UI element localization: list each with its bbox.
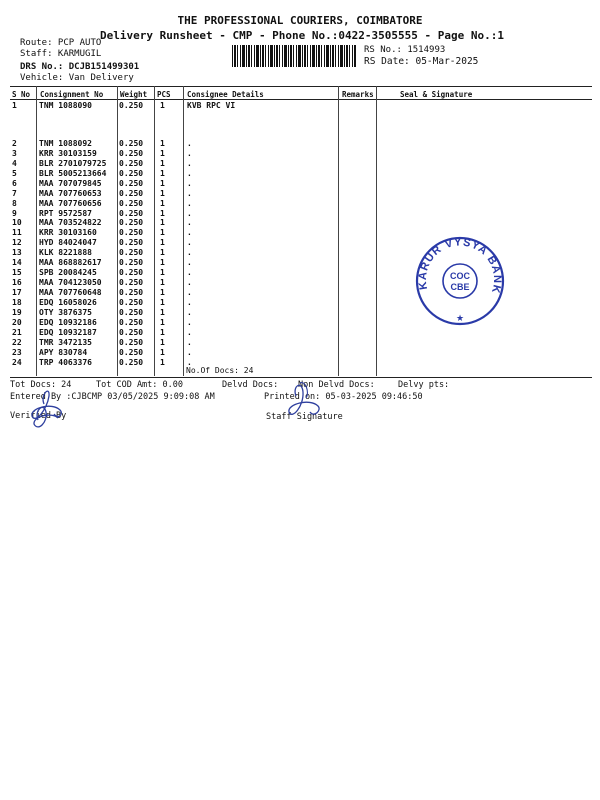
cell-consignment-no: BLR 5005213664	[39, 168, 107, 178]
cell-pcs: 1	[160, 287, 165, 297]
cell-sno: 18	[12, 297, 22, 307]
col-header-pcs: PCS	[157, 90, 171, 99]
cell-consignee: .	[187, 238, 192, 248]
cell-sno: 16	[12, 278, 22, 287]
cell-consignee: .	[187, 228, 192, 238]
no-of-docs: No.Of Docs: 24	[186, 366, 254, 375]
cell-sno: 6	[12, 178, 17, 188]
cell-consignment-no: TMR 3472135	[39, 337, 92, 347]
cell-weight: 0.250	[119, 238, 144, 248]
cell-weight: 0.250	[119, 139, 144, 148]
barcode	[232, 45, 356, 67]
col-divider	[154, 86, 155, 376]
cell-consignment-no: KRR 30103159	[39, 148, 97, 158]
cell-sno: 24	[12, 357, 22, 367]
non-delivered-docs: Non Delvd Docs:	[298, 380, 375, 390]
cell-weight: 0.250	[119, 268, 144, 278]
staff-label: Staff: KARMUGIL	[20, 49, 102, 59]
cell-weight: 0.250	[119, 347, 144, 357]
cell-pcs: 1	[160, 307, 165, 317]
cell-weight: 0.250	[119, 148, 144, 158]
cell-sno: 8	[12, 198, 17, 208]
cell-weight: 0.250	[119, 158, 144, 168]
cell-consignment-no: HYD 84024047	[39, 238, 97, 248]
cell-consignee: .	[187, 178, 192, 188]
cell-consignment-no: TNM 1088090	[39, 101, 92, 110]
cell-weight: 0.250	[119, 101, 144, 110]
cell-consignee: .	[187, 327, 192, 337]
cell-weight: 0.250	[119, 327, 144, 337]
cell-sno: 2	[12, 139, 17, 148]
cell-sno: 20	[12, 317, 22, 327]
rs-date: RS Date: 05-Mar-2025	[364, 56, 479, 67]
cell-consignee: .	[187, 218, 192, 228]
cell-pcs: 1	[160, 188, 165, 198]
cell-sno: 4	[12, 158, 17, 168]
cell-sno: 23	[12, 347, 22, 357]
cell-consignee: .	[187, 357, 192, 367]
bank-seal-stamp	[414, 235, 506, 327]
cell-consignment-no: TRP 4063376	[39, 357, 92, 367]
cell-consignment-no: MAA 707079845	[39, 178, 102, 188]
stamp-inner-line2: CBE	[450, 282, 470, 292]
cell-consignment-no: TNM 1088092	[39, 139, 92, 148]
cell-consignee: .	[187, 248, 192, 258]
cell-sno: 15	[12, 268, 22, 278]
cell-weight: 0.250	[119, 218, 144, 228]
cell-consignee: .	[187, 208, 192, 218]
cell-consignee: .	[187, 307, 192, 317]
cell-pcs: 1	[160, 337, 165, 347]
col-divider	[338, 86, 339, 376]
cell-sno: 7	[12, 188, 17, 198]
stamp-inner-line1: COC	[450, 271, 470, 281]
cell-pcs: 1	[160, 248, 165, 258]
total-cod-amount: Tot COD Amt: 0.00	[96, 380, 183, 390]
col-divider	[183, 86, 184, 376]
cell-consignee: .	[187, 287, 192, 297]
col-divider	[376, 86, 377, 376]
cell-consignee: .	[187, 347, 192, 357]
cell-consignment-no: MAA 704123050	[39, 278, 102, 287]
stamp-inner-ring	[443, 264, 477, 298]
col-header-remarks: Remarks	[342, 90, 374, 99]
col-header-consignee: Consignee Details	[187, 90, 264, 99]
col-divider	[117, 86, 118, 376]
cell-consignment-no: SPB 20084245	[39, 268, 97, 278]
cell-consignee: .	[187, 258, 192, 268]
stamp-star-icon: ★	[455, 313, 465, 323]
cell-consignment-no: KLK 8221888	[39, 248, 92, 258]
cell-weight: 0.250	[119, 188, 144, 198]
col-header-seal: Seal & Signature	[400, 90, 473, 99]
delivered-docs: Delvd Docs:	[222, 380, 279, 390]
cell-consignment-no: OTY 3876375	[39, 307, 92, 317]
cell-weight: 0.250	[119, 228, 144, 238]
cell-pcs: 1	[160, 158, 165, 168]
table-header-rule	[10, 99, 592, 100]
cell-consignment-no: EDQ 10932187	[39, 327, 97, 337]
cell-pcs: 1	[160, 317, 165, 327]
cell-consignment-no: BLR 2701079725	[39, 158, 107, 168]
cell-weight: 0.250	[119, 337, 144, 347]
cell-pcs: 1	[160, 258, 165, 268]
stamp-outer-text: KARUR VYSYA BANK	[416, 236, 504, 296]
cell-sno: 12	[12, 238, 22, 248]
cell-consignee: .	[187, 278, 192, 287]
cell-consignment-no: RPT 9572587	[39, 208, 92, 218]
cell-consignment-no: MAA 707760656	[39, 198, 102, 208]
cell-weight: 0.250	[119, 297, 144, 307]
cell-pcs: 1	[160, 238, 165, 248]
company-title: THE PROFESSIONAL COURIERS, COIMBATORE	[177, 14, 423, 27]
table-top-rule	[10, 86, 592, 87]
cell-weight: 0.250	[119, 317, 144, 327]
route-label: Route: PCP AUTO	[20, 38, 102, 48]
cell-consignee: .	[187, 268, 192, 278]
cell-weight: 0.250	[119, 357, 144, 367]
cell-consignment-no: EDQ 16058026	[39, 297, 97, 307]
cell-weight: 0.250	[119, 248, 144, 258]
cell-consignee: .	[187, 188, 192, 198]
cell-sno: 10	[12, 218, 22, 228]
cell-pcs: 1	[160, 208, 165, 218]
col-header-sno: S No	[12, 90, 31, 99]
cell-pcs: 1	[160, 178, 165, 188]
drs-number: DRS No.: DCJB151499301	[20, 62, 140, 72]
total-docs: Tot Docs: 24	[10, 380, 72, 390]
cell-pcs: 1	[160, 268, 165, 278]
cell-weight: 0.250	[119, 307, 144, 317]
cell-consignment-no: MAA 707760648	[39, 287, 102, 297]
col-divider	[36, 86, 37, 376]
cell-pcs: 1	[160, 297, 165, 307]
cell-sno: 14	[12, 258, 22, 268]
cell-weight: 0.250	[119, 178, 144, 188]
cell-sno: 11	[12, 228, 22, 238]
cell-sno: 17	[12, 287, 22, 297]
rs-number: RS No.: 1514993	[364, 45, 446, 55]
cell-pcs: 1	[160, 357, 165, 367]
cell-weight: 0.250	[119, 208, 144, 218]
vehicle-label: Vehicle: Van Delivery	[20, 73, 134, 83]
cell-consignee: .	[187, 317, 192, 327]
cell-consignment-no: MAA 868882617	[39, 258, 102, 268]
cell-consignment-no: MAA 703524822	[39, 218, 102, 228]
cell-consignment-no: MAA 707760653	[39, 188, 102, 198]
cell-sno: 19	[12, 307, 22, 317]
runsheet-subtitle: Delivery Runsheet - CMP - Phone No.:0422-3505555 - Page No.:1	[100, 29, 504, 42]
cell-consignee: .	[187, 158, 192, 168]
cell-pcs: 1	[160, 327, 165, 337]
cell-weight: 0.250	[119, 258, 144, 268]
cell-sno: 21	[12, 327, 22, 337]
cell-pcs: 1	[160, 218, 165, 228]
cell-pcs: 1	[160, 228, 165, 238]
cell-weight: 0.250	[119, 278, 144, 287]
cell-sno: 22	[12, 337, 22, 347]
cell-weight: 0.250	[119, 168, 144, 178]
cell-consignee: .	[187, 198, 192, 208]
cell-weight: 0.250	[119, 198, 144, 208]
cell-consignee: .	[187, 297, 192, 307]
entered-by: Entered By :CJBCMP 03/05/2025 9:09:08 AM	[10, 392, 215, 402]
cell-sno: 1	[12, 101, 17, 110]
cell-pcs: 1	[160, 198, 165, 208]
cell-consignment-no: EDQ 10932186	[39, 317, 97, 327]
verified-by: Verified By	[10, 411, 67, 421]
cell-sno: 9	[12, 208, 17, 218]
cell-pcs: 1	[160, 148, 165, 158]
printed-on: Printed on: 05-03-2025 09:46:50	[264, 392, 423, 402]
cell-sno: 5	[12, 168, 17, 178]
cell-consignee: .	[187, 139, 192, 148]
cell-consignment-no: APY 830784	[39, 347, 88, 357]
cell-consignee: .	[187, 148, 192, 158]
cell-sno: 3	[12, 148, 17, 158]
cell-pcs: 1	[160, 278, 165, 287]
cell-consignee: .	[187, 337, 192, 347]
table-bottom-rule	[10, 377, 592, 378]
cell-pcs: 1	[160, 101, 165, 110]
cell-consignee: .	[187, 168, 192, 178]
cell-pcs: 1	[160, 168, 165, 178]
delivery-points: Delvy pts:	[398, 380, 450, 390]
cell-weight: 0.250	[119, 287, 144, 297]
cell-pcs: 1	[160, 347, 165, 357]
cell-sno: 13	[12, 248, 22, 258]
cell-pcs: 1	[160, 139, 165, 148]
staff-signature-label: Staff Signature	[266, 412, 343, 422]
col-header-weight: Weight	[120, 90, 148, 99]
cell-consignee: KVB RPC VI	[187, 101, 236, 110]
col-header-consignment: Consignment No	[40, 90, 104, 99]
cell-consignment-no: KRR 30103160	[39, 228, 97, 238]
